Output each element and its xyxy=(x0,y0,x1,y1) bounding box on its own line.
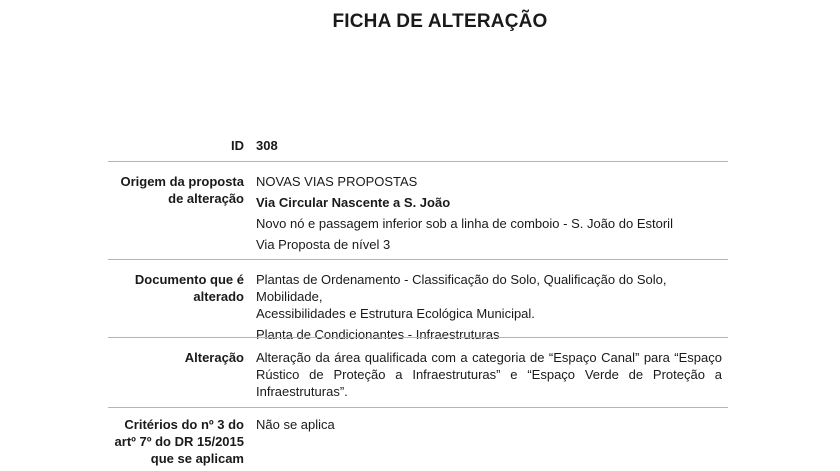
divider xyxy=(108,259,728,260)
documento-item-2: Planta de Condicionantes - Infraestruturas xyxy=(256,327,500,342)
origem-label-line1: Origem da proposta xyxy=(120,174,244,189)
alteracao-label: Alteração xyxy=(184,350,244,365)
criterios-label-line3: que se aplicam xyxy=(150,451,244,466)
origem-description: Novo nó e passagem inferior sob a linha de comboio - S. João do Estoril xyxy=(256,216,673,231)
id-number: 308 xyxy=(256,138,278,153)
id-value xyxy=(256,137,722,158)
alteracao-content xyxy=(256,349,722,404)
origem-label xyxy=(96,173,244,207)
documento-label-line2: alterado xyxy=(193,289,244,304)
divider xyxy=(108,337,728,338)
documento-content xyxy=(256,271,736,347)
origem-content xyxy=(256,173,722,257)
criterios-label xyxy=(96,416,244,467)
documento-label xyxy=(96,271,244,305)
origem-name: Via Circular Nascente a S. João xyxy=(256,195,451,210)
origem-level: Via Proposta de nível 3 xyxy=(256,237,391,252)
documento-label-line1: Documento que é xyxy=(134,272,244,287)
alteracao-text: Alteração da área qualificada com a categoria de “Espaço Canal” para “Espaço Rústico de Proteção a Infraestruturas” e “Espaço Verde de Proteção a Infraestruturas”. xyxy=(256,350,722,399)
divider xyxy=(108,407,728,408)
documento-item-1-line1: Plantas de Ordenamento - Classificação do Solo, Qualificação do Solo, Mobilidade, xyxy=(256,272,667,304)
id-label: ID xyxy=(231,138,244,153)
criterios-label-line1: Critérios do nº 3 do xyxy=(124,417,244,432)
page-title: FICHA DE ALTERAÇÃO xyxy=(332,11,548,32)
criterios-value: Não se aplica xyxy=(256,417,335,432)
divider xyxy=(108,161,728,162)
origem-label-line2: de alteração xyxy=(168,191,244,206)
documento-item-1-line2: Acessibilidades e Estrutura Ecológica Municipal. xyxy=(256,306,535,321)
criterios-content xyxy=(256,416,722,437)
origem-category: NOVAS VIAS PROPOSTAS xyxy=(256,174,418,189)
criterios-label-line2: artº 7º do DR 15/2015 xyxy=(114,434,244,449)
